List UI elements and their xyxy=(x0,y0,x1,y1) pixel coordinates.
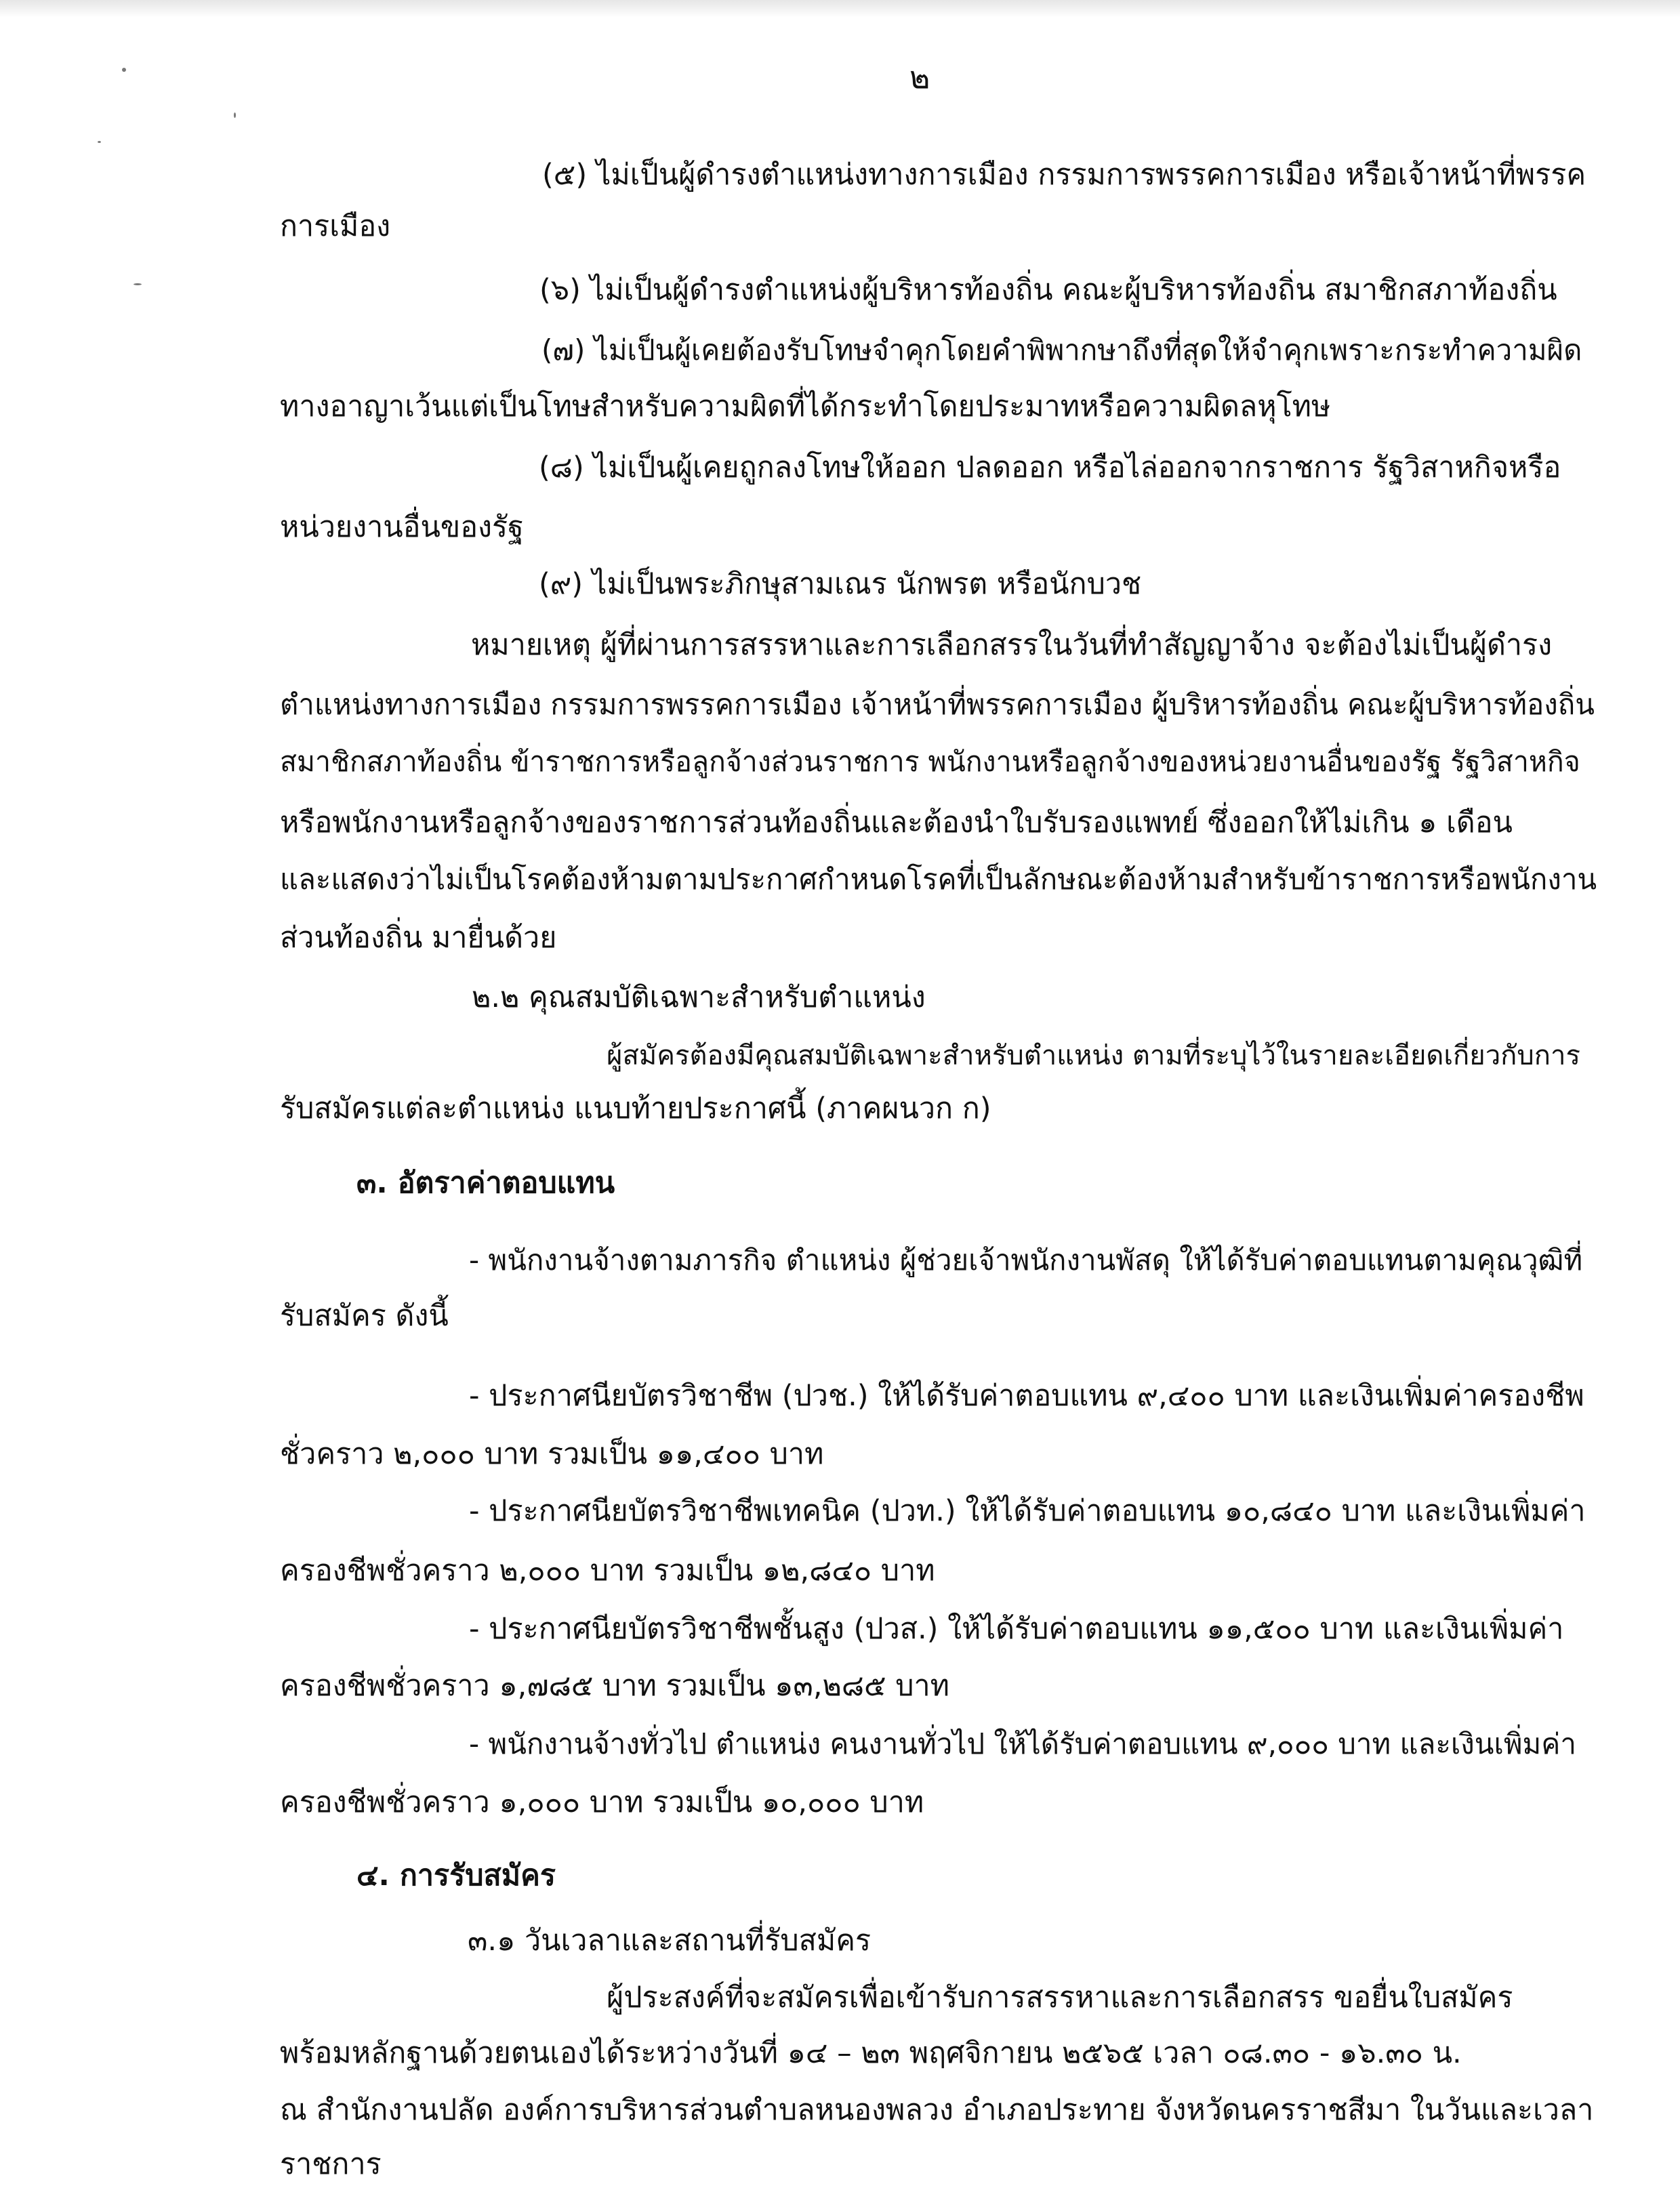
text-line: (๗) ไม่เป็นผู้เคยต้องรับโทษจำคุกโดยคำพิพากษาถึงที่สุดให้จำคุกเพราะกระทำความผิด xyxy=(541,333,1582,367)
text-line: ทางอาญาเว้นแต่เป็นโทษสำหรับความผิดที่ได้กระทำโดยประมาทหรือความผิดลหุโทษ xyxy=(280,390,1331,424)
section-heading: ๓.๑ วันเวลาและสถานที่รับสมัคร xyxy=(468,1924,872,1958)
text-line: ชั่วคราว ๒,๐๐๐ บาท รวมเป็น ๑๑,๔๐๐ บาท xyxy=(280,1437,824,1471)
text-line: สมาชิกสภาท้องถิ่น ข้าราชการหรือลูกจ้างส่วนราชการ พนักงานหรือลูกจ้างของหน่วยงานอื่นของรัฐ รัฐวิสาหกิจ xyxy=(280,745,1580,778)
scan-speck xyxy=(98,141,101,143)
text-line: รับสมัครแต่ละตำแหน่ง แนบท้ายประกาศนี้ (ภาคผนวก ก) xyxy=(280,1092,991,1126)
text-line: - พนักงานจ้างทั่วไป ตำแหน่ง คนงานทั่วไป ให้ได้รับค่าตอบแทน ๙,๐๐๐ บาท และเงินเพิ่มค่า xyxy=(469,1727,1576,1760)
text-line: (๘) ไม่เป็นผู้เคยถูกลงโทษให้ออก ปลดออก หรือไล่ออกจากราชการ รัฐวิสาหกิจหรือ xyxy=(539,451,1561,484)
text-line: รับสมัคร ดังนี้ xyxy=(280,1299,449,1333)
text-line: (๕) ไม่เป็นผู้ดำรงตำแหน่งทางการเมือง กรรมการพรรคการเมือง หรือเจ้าหน้าที่พรรค xyxy=(542,158,1586,192)
text-line: - ประกาศนียบัตรวิชาชีพชั้นสูง (ปวส.) ให้ได้รับค่าตอบแทน ๑๑,๕๐๐ บาท และเงินเพิ่มค่า xyxy=(469,1612,1564,1646)
scan-speck xyxy=(122,68,126,72)
page-number: ๒ xyxy=(909,59,930,96)
text-line: พร้อมหลักฐานด้วยตนเองได้ระหว่างวันที่ ๑๔ – ๒๓ พฤศจิกายน ๒๕๖๕ เวลา ๐๘.๓๐ - ๑๖.๓๐ น. xyxy=(280,2036,1462,2070)
text-line: ณ สำนักงานปลัด องค์การบริหารส่วนตำบลหนองพลวง อำเภอประทาย จังหวัดนครราชสีมา ในวันและเวลา xyxy=(280,2093,1594,2127)
text-line: - ประกาศนียบัตรวิชาชีพเทคนิค (ปวท.) ให้ได้รับค่าตอบแทน ๑๐,๘๔๐ บาท และเงินเพิ่มค่า xyxy=(469,1494,1586,1528)
text-line: ราชการ xyxy=(280,2147,382,2181)
text-line: และแสดงว่าไม่เป็นโรคต้องห้ามตามประกาศกำหนดโรคที่เป็นลักษณะต้องห้ามสำหรับข้าราชการหรือพนักงาน xyxy=(280,863,1597,896)
text-line: ส่วนท้องถิ่น มายื่นด้วย xyxy=(280,921,557,955)
text-line: ครองชีพชั่วคราว ๑,๐๐๐ บาท รวมเป็น ๑๐,๐๐๐ บาท xyxy=(280,1786,924,1819)
section-heading: ๔. การรับสมัคร xyxy=(356,1859,556,1893)
text-line: - พนักงานจ้างตามภารกิจ ตำแหน่ง ผู้ช่วยเจ้าพนักงานพัสดุ ให้ได้รับค่าตอบแทนตามคุณวุฒิที่ xyxy=(469,1243,1583,1277)
text-line: หรือพนักงานหรือลูกจ้างของราชการส่วนท้องถิ่นและต้องนำใบรับรองแพทย์ ซึ่งออกให้ไม่เกิน ๑ เดือน xyxy=(280,806,1513,840)
text-line: (๙) ไม่เป็นพระภิกษุสามเณร นักพรต หรือนักบวช xyxy=(539,567,1142,601)
text-line: ผู้สมัครต้องมีคุณสมบัติเฉพาะสำหรับตำแหน่ง ตามที่ระบุไว้ในรายละเอียดเกี่ยวกับการ xyxy=(607,1040,1580,1071)
text-line: (๖) ไม่เป็นผู้ดำรงตำแหน่งผู้บริหารท้องถิ่น คณะผู้บริหารท้องถิ่น สมาชิกสภาท้องถิ่น xyxy=(539,273,1557,307)
section-heading: ๓. อัตราค่าตอบแทน xyxy=(356,1166,615,1200)
text-line: การเมือง xyxy=(280,209,391,243)
scan-speck xyxy=(134,283,142,285)
text-line: - ประกาศนียบัตรวิชาชีพ (ปวช.) ให้ได้รับค่าตอบแทน ๙,๔๐๐ บาท และเงินเพิ่มค่าครองชีพ xyxy=(469,1379,1584,1413)
section-heading: ๒.๒ คุณสมบัติเฉพาะสำหรับตำแหน่ง xyxy=(472,981,926,1014)
text-line: หมายเหตุ ผู้ที่ผ่านการสรรหาและการเลือกสรรในวันที่ทำสัญญาจ้าง จะต้องไม่เป็นผู้ดำรง xyxy=(471,628,1553,662)
text-line: ครองชีพชั่วคราว ๑,๗๘๕ บาท รวมเป็น ๑๓,๒๘๕ บาท xyxy=(280,1669,950,1703)
scan-edge xyxy=(0,0,1680,18)
text-line: ผู้ประสงค์ที่จะสมัครเพื่อเข้ารับการสรรหาและการเลือกสรร ขอยื่นใบสมัคร xyxy=(607,1981,1513,2015)
text-line: หน่วยงานอื่นของรัฐ xyxy=(280,510,524,544)
text-line: ตำแหน่งทางการเมือง กรรมการพรรคการเมือง เจ้าหน้าที่พรรคการเมือง ผู้บริหารท้องถิ่น คณะผู้บริหารท้องถิ่น xyxy=(280,688,1595,721)
scan-speck xyxy=(234,112,236,118)
text-line: ครองชีพชั่วคราว ๒,๐๐๐ บาท รวมเป็น ๑๒,๘๔๐ บาท xyxy=(280,1554,935,1588)
